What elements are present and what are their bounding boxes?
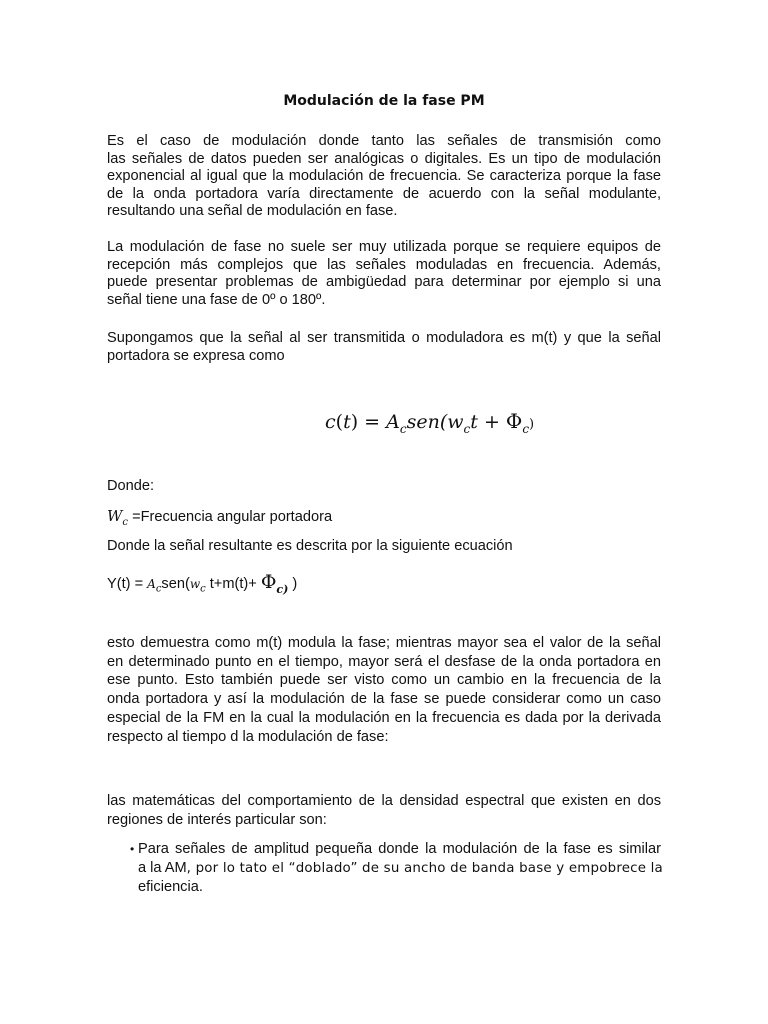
bullet-item xyxy=(138,840,661,897)
document-page xyxy=(107,0,661,1024)
wc-definition: $W_c$ =Frecuencia angular portadora xyxy=(107,507,333,528)
text-line: Para señales de amplitud pequeña donde la modulación de la fase es similar xyxy=(138,841,661,857)
text-line: especial de la FM en la cual la modulación en la frecuencia es dada por la derivada xyxy=(107,709,661,726)
text-line: esto demuestra como m(t) modula la fase; mientras mayor sea el valor de la señal xyxy=(107,635,661,651)
paragraph-matematicas xyxy=(107,792,661,830)
bullet-dot-icon: • xyxy=(130,842,135,856)
donde-label: Donde: xyxy=(107,478,155,494)
document-title: Modulación de la fase PM xyxy=(283,93,485,109)
text-line: en determinado punto en el tiempo, mayor será el desfase de la onda portadora en xyxy=(107,653,661,670)
text-line: señal tiene una fase de 0º o 180º. xyxy=(107,291,326,308)
text-line: La modulación de fase no suele ser muy utilizada porque se requiere equipos de xyxy=(107,239,661,255)
text-line: las matemáticas del comportamiento de la densidad espectral que existen en dos xyxy=(107,793,661,809)
text-line: recepción más complejos que las señales moduladas en frecuencia. Además, xyxy=(107,256,661,273)
text-line: respecto al tiempo d la modulación de fase: xyxy=(107,728,389,745)
result-equation: $Y(t) = A_csen(w_c$ $t+m(t)+ \Phi_{c)}$ ) xyxy=(107,571,298,596)
carrier-equation: $c(t) = A_csen(w_ct + \Phi_c)$ xyxy=(325,409,535,436)
paragraph-demuestra xyxy=(107,634,661,746)
text-line: Es el caso de modulación donde tanto las señales de transmisión como xyxy=(107,133,661,149)
paragraph-intro xyxy=(107,133,661,221)
text-line: a la AM, por lo tato el “doblado” de su ancho de banda base y empobrece la xyxy=(138,860,663,876)
text-line: eficiencia. xyxy=(138,879,203,895)
text-line: las señales de datos pueden ser analógicas o digitales. Es un tipo de modulación xyxy=(107,150,661,167)
text-line: Supongamos que la señal al ser transmitida o moduladora es m(t) y que la señal xyxy=(107,330,661,346)
text-line: exponencial al igual que la modulación de frecuencia. Se caracteriza porque la fase xyxy=(107,168,661,185)
text-line: ese punto. Esto también puede ser visto como un cambio en la frecuencia de la xyxy=(107,672,661,689)
text-line: de la onda portadora varía directamente de acuerdo con la señal modulante, xyxy=(107,185,661,202)
text-line: puede presentar problemas de ambigüedad para determinar por ejemplo si una xyxy=(107,274,661,291)
text-line: portadora se expresa como xyxy=(107,347,285,364)
paragraph-usage xyxy=(107,239,661,309)
donde-resultante: Donde la señal resultante es descrita por la siguiente ecuación xyxy=(107,538,513,554)
text-line: regiones de interés particular son: xyxy=(107,812,327,828)
text-line: onda portadora y así la modulación de la fase se puede considerar como un caso xyxy=(107,691,661,708)
text-line: resultando una señal de modulación en fase. xyxy=(107,203,398,220)
paragraph-suppose xyxy=(107,330,661,365)
